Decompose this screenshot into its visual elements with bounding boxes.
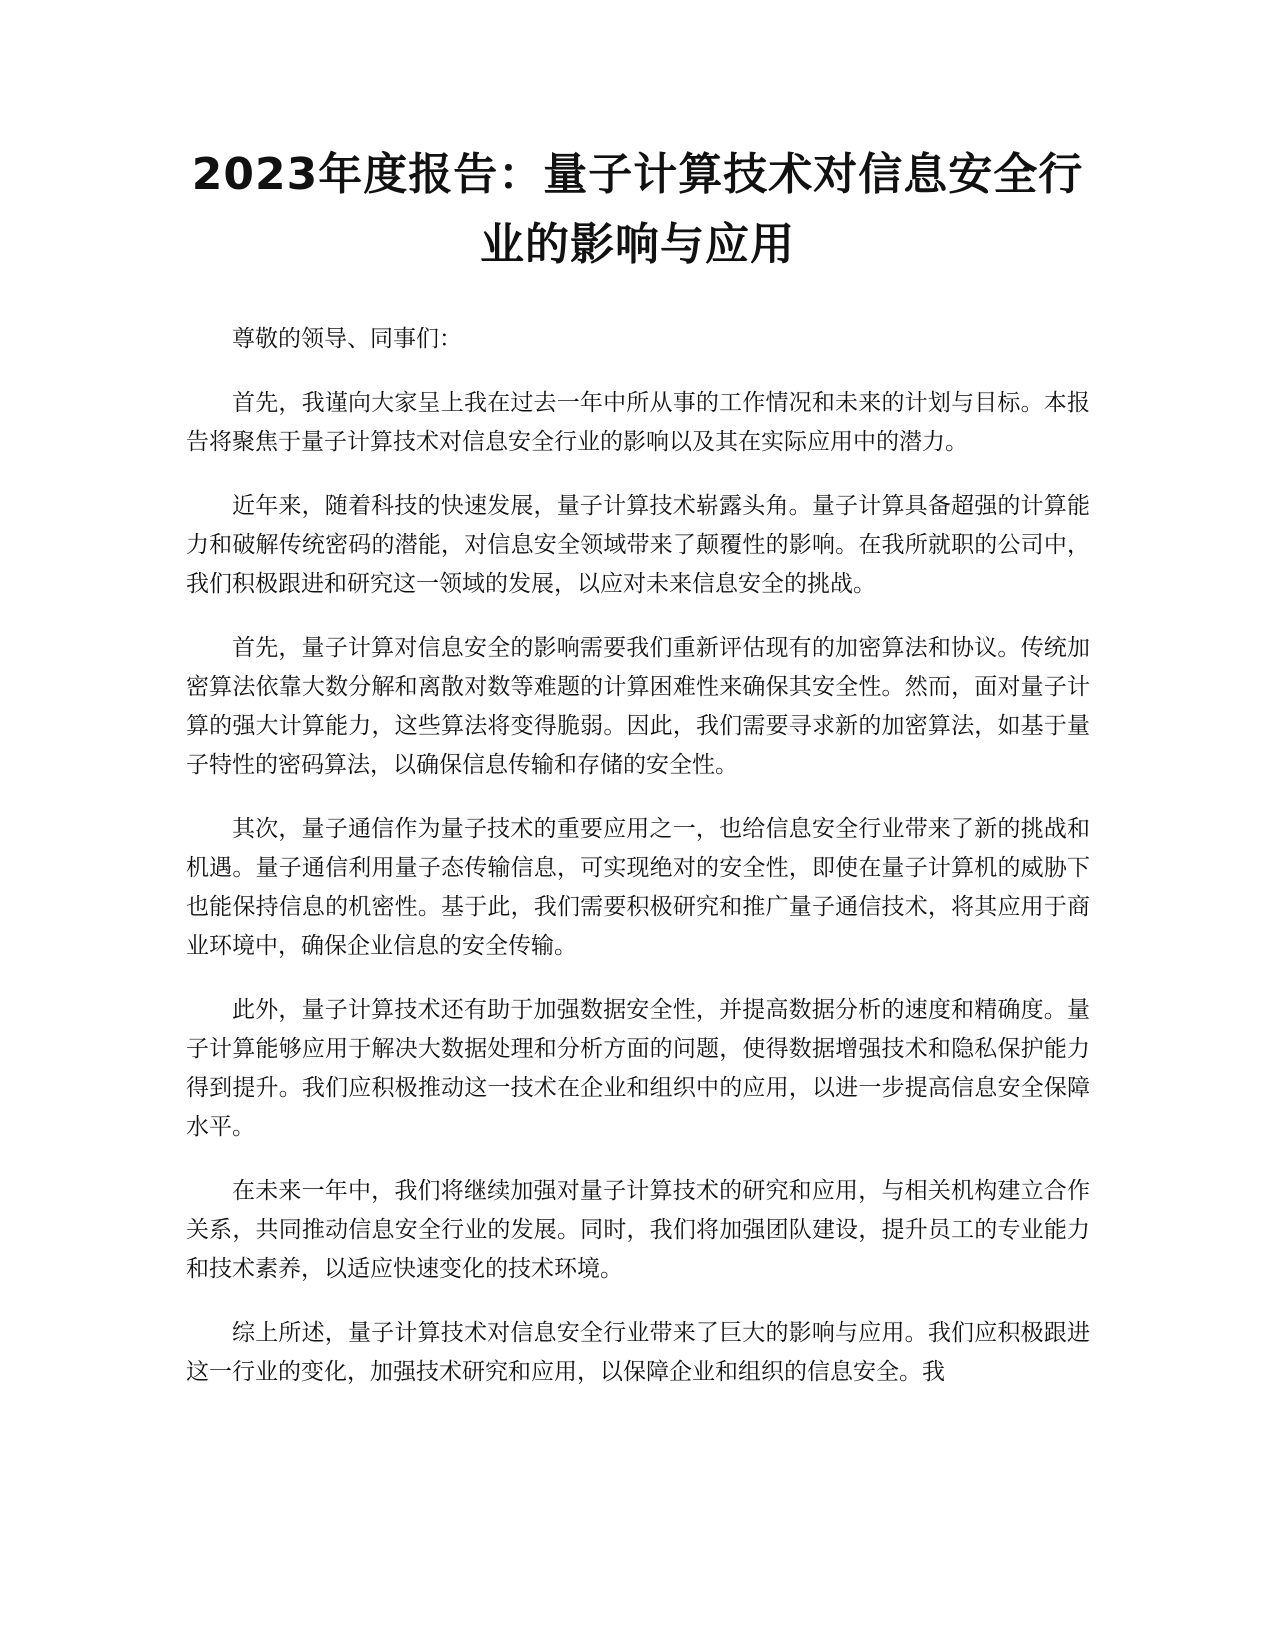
body-paragraph: 其次，量子通信作为量子技术的重要应用之一，也给信息安全行业带来了新的挑战和机遇。量子通信利用量子态传输信息，可实现绝对的安全性，即使在量子计算机的威胁下也能保持信息的机密性。基于此，我们需要积极研究和推广量子通信技术，将其应用于商业环境中，确保企业信息的安全传输。	[186, 816, 1090, 959]
body-paragraph: 此外，量子计算技术还有助于加强数据安全性，并提高数据分析的速度和精确度。量子计算能够应用于解决大数据处理和分析方面的问题，使得数据增强技术和隐私保护能力得到提升。我们应积极推动这一技术在企业和组织中的应用，以进一步提高信息安全保障水平。	[186, 997, 1090, 1140]
body-paragraph: 综上所述，量子计算技术对信息安全行业带来了巨大的影响与应用。我们应积极跟进这一行业的变化，加强技术研究和应用，以保障企业和组织的信息安全。我	[186, 1320, 1090, 1385]
salutation-paragraph: 尊敬的领导、同事们：	[232, 326, 462, 352]
document-body	[186, 320, 1090, 1417]
body-paragraph: 在未来一年中，我们将继续加强对量子计算技术的研究和应用，与相关机构建立合作关系，共同推动信息安全行业的发展。同时，我们将加强团队建设，提升员工的专业能力和技术素养，以适应快速变化的技术环境。	[186, 1178, 1090, 1282]
body-paragraph: 首先，我谨向大家呈上我在过去一年中所从事的工作情况和未来的计划与目标。本报告将聚焦于量子计算技术对信息安全行业的影响以及其在实际应用中的潜力。	[186, 390, 1090, 455]
body-paragraph: 首先，量子计算对信息安全的影响需要我们重新评估现有的加密算法和协议。传统加密算法依靠大数分解和离散对数等难题的计算困难性来确保其安全性。然而，面对量子计算的强大计算能力，这些算法将变得脆弱。因此，我们需要寻求新的加密算法，如基于量子特性的密码算法，以确保信息传输和存储的安全性。	[186, 635, 1090, 778]
body-paragraph: 近年来，随着科技的快速发展，量子计算技术崭露头角。量子计算具备超强的计算能力和破解传统密码的潜能，对信息安全领域带来了颠覆性的影响。在我所就职的公司中，我们积极跟进和研究这一领域的发展，以应对未来信息安全的挑战。	[186, 493, 1090, 597]
document-title: 2023年度报告：量子计算技术对信息安全行业的影响与应用	[191, 149, 1084, 270]
